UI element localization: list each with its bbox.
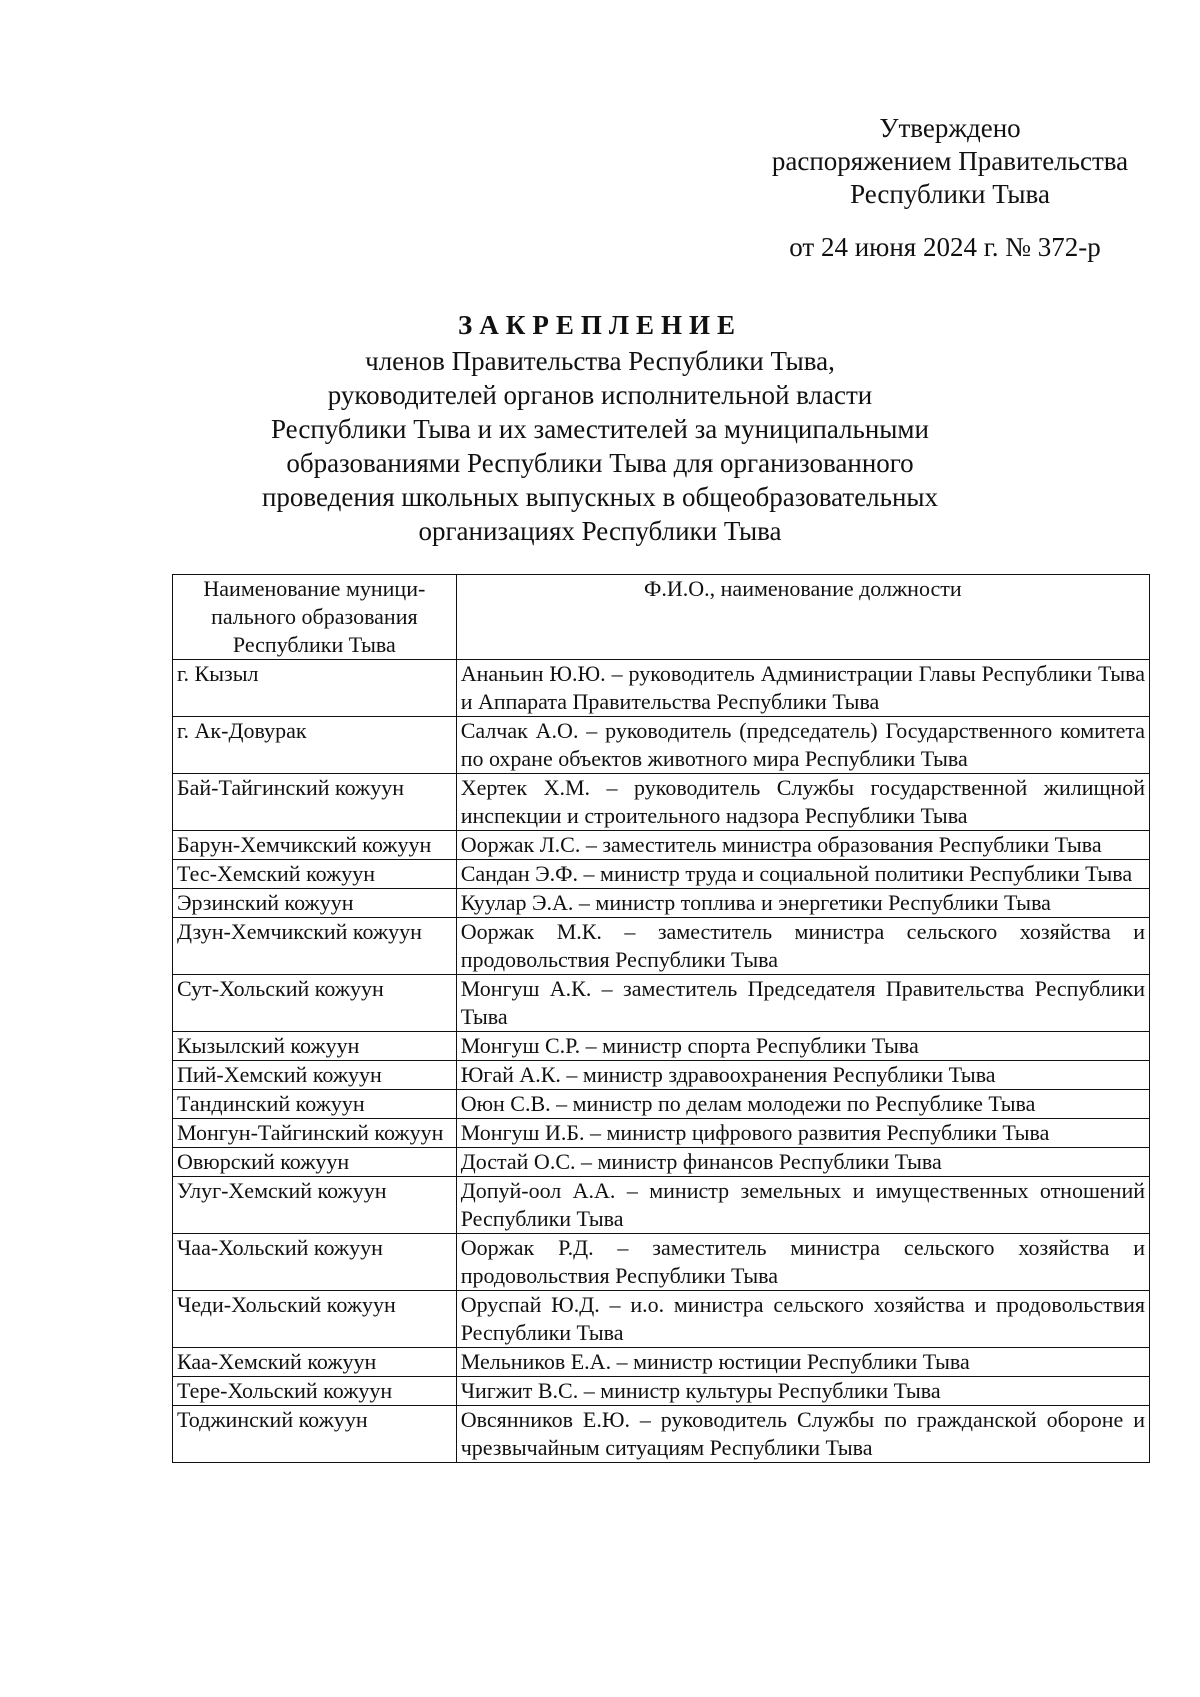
- municipality-cell: Кызылский кожуун: [173, 1032, 457, 1061]
- municipality-cell: г. Ак-Довурак: [173, 717, 457, 774]
- official-cell: Ооржак Р.Д. – заместитель министра сельского хозяйства и продовольствия Республики Тыва: [456, 1234, 1149, 1291]
- header-municipality: [173, 575, 457, 660]
- table-row: [173, 774, 1150, 831]
- assignment-table: [172, 574, 1150, 1463]
- official-cell: Югай А.К. – министр здравоохранения Республики Тыва: [456, 1061, 1149, 1090]
- title-line: руководителей органов исполнительной власти: [327, 380, 873, 410]
- official-cell: Чигжит В.С. – министр культуры Республики Тыва: [456, 1377, 1149, 1406]
- table-row: [173, 660, 1150, 717]
- approval-stamp: [760, 112, 1140, 264]
- official-cell: Оруспай Ю.Д. – и.о. министра сельского хозяйства и продовольствия Республики Тыва: [456, 1291, 1149, 1348]
- table-row: [173, 918, 1150, 975]
- official-cell: Ананьин Ю.Ю. – руководитель Администрации Главы Республики Тыва и Аппарата Правительства Республики Тыва: [456, 660, 1149, 717]
- approval-date: от 24 июня 2024 г. № 372-р: [789, 232, 1101, 262]
- municipality-cell: Овюрский кожуун: [173, 1148, 457, 1177]
- header-official: [456, 575, 1149, 660]
- table-row: [173, 1234, 1150, 1291]
- table-row: [173, 975, 1150, 1032]
- municipality-cell: Сут-Хольский кожуун: [173, 975, 457, 1032]
- municipality-cell: Тоджинский кожуун: [173, 1406, 457, 1463]
- municipality-cell: Пий-Хемский кожуун: [173, 1061, 457, 1090]
- table-row: [173, 1061, 1150, 1090]
- table-header-row: [173, 575, 1150, 660]
- official-cell: Допуй-оол А.А. – министр земельных и имущественных отношений Республики Тыва: [456, 1177, 1149, 1234]
- header-municipality-text: Наименование муници- пального образования Республики Тыва: [203, 576, 426, 657]
- table-row: [173, 831, 1150, 860]
- table-row: [173, 1119, 1150, 1148]
- title-line: организациях Республики Тыва: [418, 516, 782, 546]
- official-cell: Куулар Э.А. – министр топлива и энергетики Республики Тыва: [456, 889, 1149, 918]
- document-title: [200, 308, 1000, 548]
- title-line: членов Правительства Республики Тыва,: [365, 346, 835, 376]
- table-row: [173, 1348, 1150, 1377]
- table-row: [173, 1148, 1150, 1177]
- table-row: [173, 1406, 1150, 1463]
- official-cell: Монгуш А.К. – заместитель Председателя Правительства Республики Тыва: [456, 975, 1149, 1032]
- table-row: [173, 1032, 1150, 1061]
- municipality-cell: Чеди-Хольский кожуун: [173, 1291, 457, 1348]
- title-line: проведения школьных выпускных в общеобразовательных: [261, 482, 939, 512]
- approval-line-2: распоряжением Правительства: [771, 146, 1129, 176]
- municipality-cell: Барун-Хемчикский кожуун: [173, 831, 457, 860]
- official-cell: Овсянников Е.Ю. – руководитель Службы по гражданской обороне и чрезвычайным ситуациям Республики Тыва: [456, 1406, 1149, 1463]
- approval-line-1: Утверждено: [879, 113, 1021, 143]
- official-cell: Ооржак Л.С. – заместитель министра образования Республики Тыва: [456, 831, 1149, 860]
- table-row: [173, 1090, 1150, 1119]
- official-cell: Сандан Э.Ф. – министр труда и социальной политики Республики Тыва: [456, 860, 1149, 889]
- table-row: [173, 717, 1150, 774]
- municipality-cell: Улуг-Хемский кожуун: [173, 1177, 457, 1234]
- title-line: Республики Тыва и их заместителей за муниципальными: [271, 414, 929, 444]
- approval-line-3: Республики Тыва: [850, 179, 1050, 209]
- header-official-text: Ф.И.О., наименование должности: [644, 576, 962, 601]
- municipality-cell: Чаа-Хольский кожуун: [173, 1234, 457, 1291]
- official-cell: Достай О.С. – министр финансов Республики Тыва: [456, 1148, 1149, 1177]
- table-row: [173, 1177, 1150, 1234]
- table-row: [173, 1291, 1150, 1348]
- table-row: [173, 889, 1150, 918]
- municipality-cell: г. Кызыл: [173, 660, 457, 717]
- table-body: [173, 660, 1150, 1463]
- municipality-cell: Дзун-Хемчикский кожуун: [173, 918, 457, 975]
- official-cell: Ооржак М.К. – заместитель министра сельского хозяйства и продовольствия Республики Тыва: [456, 918, 1149, 975]
- municipality-cell: Бай-Тайгинский кожуун: [173, 774, 457, 831]
- official-cell: Монгуш С.Р. – министр спорта Республики Тыва: [456, 1032, 1149, 1061]
- official-cell: Мельников Е.А. – министр юстиции Республики Тыва: [456, 1348, 1149, 1377]
- municipality-cell: Тандинский кожуун: [173, 1090, 457, 1119]
- municipality-cell: Эрзинский кожуун: [173, 889, 457, 918]
- official-cell: Хертек Х.М. – руководитель Службы государственной жилищной инспекции и строительного надзора Республики Тыва: [456, 774, 1149, 831]
- municipality-cell: Тере-Хольский кожуун: [173, 1377, 457, 1406]
- municipality-cell: Каа-Хемский кожуун: [173, 1348, 457, 1377]
- table-row: [173, 1377, 1150, 1406]
- title-heading: ЗАКРЕПЛЕНИЕ: [458, 310, 742, 340]
- title-line: образованиями Республики Тыва для организованного: [286, 448, 914, 478]
- municipality-cell: Тес-Хемский кожуун: [173, 860, 457, 889]
- official-cell: Салчак А.О. – руководитель (председатель) Государственного комитета по охране объектов животного мира Республики Тыва: [456, 717, 1149, 774]
- table-row: [173, 860, 1150, 889]
- official-cell: Оюн С.В. – министр по делам молодежи по Республике Тыва: [456, 1090, 1149, 1119]
- municipality-cell: Монгун-Тайгинский кожуун: [173, 1119, 457, 1148]
- official-cell: Монгуш И.Б. – министр цифрового развития Республики Тыва: [456, 1119, 1149, 1148]
